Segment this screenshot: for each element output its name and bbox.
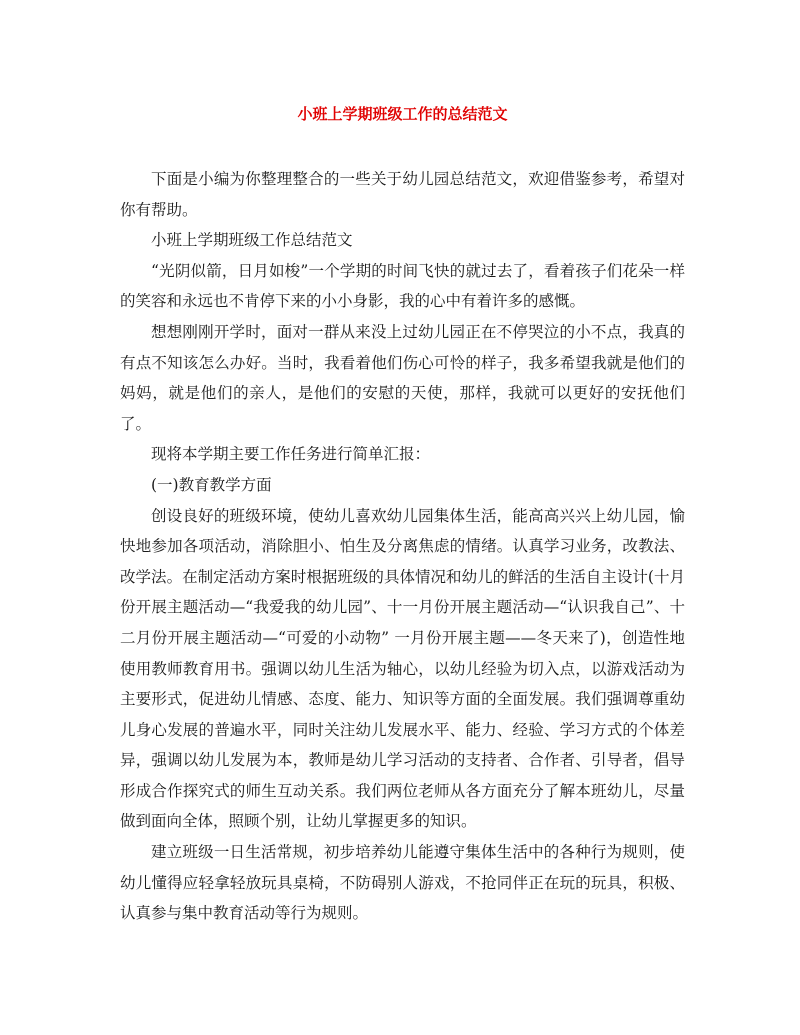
paragraph-intro: 下面是小编为你整理整合的一些关于幼儿园总结范文，欢迎借鉴参考，希望对你有帮助。	[120, 170, 685, 219]
paragraph-opening: “光阴似箭，日月如梭”一个学期的时间飞快的就过去了，看着孩子们花朵一样的笑容和永远也不肯停下来的小小身影，我的心中有着许多的感慨。	[120, 261, 685, 311]
document-title: 小班上学期班级工作的总结范文	[297, 105, 508, 123]
paragraph-subtitle: 小班上学期班级工作总结范文	[151, 231, 353, 250]
paragraph-routine: 建立班级一日生活常规，初步培养幼儿能遵守集体生活中的各种行为规则，使幼儿懂得应轻拿轻放玩具桌椅，不防碍别人游戏，不抢同伴正在玩的玩具，积极、认真参与集中教育活动等行为规则。	[120, 843, 685, 923]
section-heading-teaching: (一)教育教学方面	[151, 475, 272, 494]
paragraph-report-intro: 现将本学期主要工作任务进行简单汇报：	[151, 445, 431, 464]
document-page	[120, 104, 685, 929]
document-body	[120, 164, 685, 929]
paragraph-recollection: 想想刚刚开学时，面对一群从来没上过幼儿园正在不停哭泣的小不点，我真的有点不知该怎么办好。当时，我看着他们伤心可怜的样子，我多希望我就是他们的妈妈，就是他们的亲人，是他们的安慰的天使，那样，我就可以更好的安抚他们了。	[120, 322, 685, 433]
paragraph-teaching: 创设良好的班级环境，使幼儿喜欢幼儿园集体生活，能高高兴兴上幼儿园，愉快地参加各项活动，消除胆小、怕生及分离焦虑的情绪。认真学习业务，改教法、改学法。在制定活动方案时根据班级的具体情况和幼儿的鲜活的生活自主设计(十月份开展主题活动—“我爱我的幼儿园”、十一月份开展主题活动—“认识我自己”、十二月份开展主题活动—“可爱的小动物” 一月份开展主题——冬天来了)，创造性地使用教师教育用书。强调以幼儿生活为轴心，以幼儿经验为切入点，以游戏活动为主要形式，促进幼儿情感、态度、能力、知识等方面的全面发展。我们强调尊重幼儿身心发展的普遍水平，同时关注幼儿发展水平、能力、经验、学习方式的个体差异，强调以幼儿发展为本，教师是幼儿学习活动的支持者、合作者、引导者，倡导形成合作探究式的师生互动关系。我们两位老师从各方面充分了解本班幼儿，尽量做到面向全体，照顾个别，让幼儿掌握更多的知识。	[120, 506, 685, 831]
